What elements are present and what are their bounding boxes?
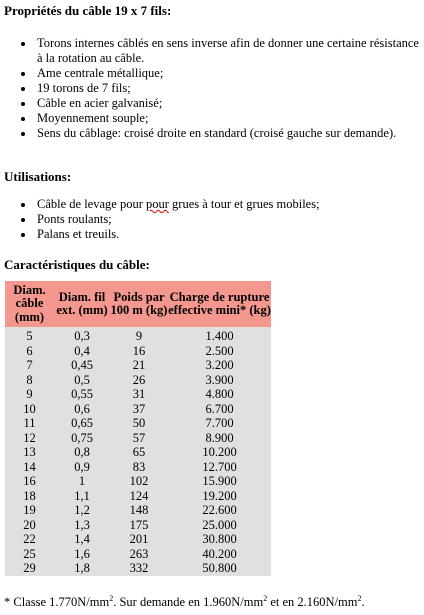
table-cell: 16 <box>110 344 168 359</box>
table-cell: 37 <box>110 402 168 417</box>
table-cell: 20 <box>5 518 54 533</box>
list-item: Ame centrale métallique; <box>0 66 424 81</box>
list-item: Ponts roulants; <box>0 212 324 227</box>
table-cell: 6.700 <box>168 402 271 417</box>
table-cell: 26 <box>110 373 168 388</box>
table-cell: 0,4 <box>54 344 110 359</box>
table-cell: 175 <box>110 518 168 533</box>
table-cell: 1,3 <box>54 518 110 533</box>
table-cell: 19 <box>5 503 54 518</box>
table-cell: 1 <box>54 474 110 489</box>
table-cell: 12.700 <box>168 460 271 475</box>
table-cell: 50 <box>110 416 168 431</box>
table-cell: 332 <box>110 561 168 576</box>
table-cell: 19.200 <box>168 489 271 504</box>
table-cell: 1.400 <box>168 327 271 344</box>
footnote-text: * Classe 1.770N/mm <box>4 595 110 609</box>
table-cell: 1,8 <box>54 561 110 576</box>
table-row <box>5 402 271 417</box>
table-cell: 10 <box>5 402 54 417</box>
column-header-wire-diameter: Diam. fil ext. (mm) <box>54 281 110 327</box>
table-cell: 83 <box>110 460 168 475</box>
table-row <box>5 561 271 576</box>
footnote-text: . <box>361 595 365 609</box>
table-row <box>5 373 271 388</box>
column-header-diameter: Diam. câble (mm) <box>5 281 54 327</box>
table-cell: 0,5 <box>54 373 110 388</box>
table-cell: 0,3 <box>54 327 110 344</box>
uses-item-text: Câble de levage pour <box>37 197 146 211</box>
table-cell: 30.800 <box>168 532 271 547</box>
table-cell: 8 <box>5 373 54 388</box>
table-cell: 1,6 <box>54 547 110 562</box>
table-cell: 0,9 <box>54 460 110 475</box>
uses-list <box>0 197 324 242</box>
uses-heading: Utilisations: <box>4 169 72 184</box>
table-cell: 57 <box>110 431 168 446</box>
table-row <box>5 431 271 446</box>
table-row <box>5 518 271 533</box>
list-item: Moyennement souple; <box>0 111 424 126</box>
table-cell: 12 <box>5 431 54 446</box>
table-cell: 1,2 <box>54 503 110 518</box>
table-cell: 65 <box>110 445 168 460</box>
list-item: Sens du câblage: croisé droite en standard (croisé gauche sur demande). <box>0 126 424 141</box>
table-cell: 7.700 <box>168 416 271 431</box>
table-row <box>5 489 271 504</box>
table-cell: 14 <box>5 460 54 475</box>
table-cell: 0,6 <box>54 402 110 417</box>
list-item: Câble en acier galvanisé; <box>0 96 424 111</box>
table-cell: 263 <box>110 547 168 562</box>
cable-specs-table <box>5 281 271 576</box>
table-row <box>5 416 271 431</box>
table-cell: 102 <box>110 474 168 489</box>
table-cell: 13 <box>5 445 54 460</box>
list-item: Palans et treuils. <box>0 227 324 242</box>
table-cell: 148 <box>110 503 168 518</box>
table-cell: 124 <box>110 489 168 504</box>
table-cell: 22.600 <box>168 503 271 518</box>
table-cell: 11 <box>5 416 54 431</box>
table-cell: 9 <box>5 387 54 402</box>
table-row <box>5 445 271 460</box>
table-cell: 9 <box>110 327 168 344</box>
list-item <box>0 197 324 212</box>
table-cell: 3.200 <box>168 358 271 373</box>
table-cell: 0,55 <box>54 387 110 402</box>
table-row <box>5 327 271 344</box>
table-cell: 0,8 <box>54 445 110 460</box>
properties-heading: Propriétés du câble 19 x 7 fils: <box>4 3 172 18</box>
footnote <box>4 595 365 610</box>
table-cell: 22 <box>5 532 54 547</box>
table-cell: 18 <box>5 489 54 504</box>
table-cell: 10.200 <box>168 445 271 460</box>
table-cell: 6 <box>5 344 54 359</box>
spelling-underline: pour <box>145 197 169 211</box>
table-cell: 21 <box>110 358 168 373</box>
table-row <box>5 503 271 518</box>
table-cell: 8.900 <box>168 431 271 446</box>
table-row <box>5 387 271 402</box>
table-cell: 1,1 <box>54 489 110 504</box>
table-cell: 29 <box>5 561 54 576</box>
table-row <box>5 358 271 373</box>
table-cell: 31 <box>110 387 168 402</box>
table-header-row <box>5 281 271 327</box>
table-cell: 0,45 <box>54 358 110 373</box>
table-cell: 5 <box>5 327 54 344</box>
table-row <box>5 460 271 475</box>
uses-item-text: grues à tour et grues mobiles; <box>168 197 320 211</box>
column-header-weight: Poids par 100 m (kg) <box>110 281 168 327</box>
table-row <box>5 474 271 489</box>
table-cell: 25 <box>5 547 54 562</box>
footnote-superscript: 2 <box>357 593 362 603</box>
table-cell: 0,75 <box>54 431 110 446</box>
table-cell: 15.900 <box>168 474 271 489</box>
table-row <box>5 532 271 547</box>
table-row <box>5 547 271 562</box>
table-cell: 50.800 <box>168 561 271 576</box>
table-cell: 201 <box>110 532 168 547</box>
list-item: 19 torons de 7 fils; <box>0 81 424 96</box>
table-cell: 25.000 <box>168 518 271 533</box>
column-header-breaking-load: Charge de rupture effective mini* (kg) <box>168 281 271 327</box>
footnote-superscript: 2 <box>263 593 268 603</box>
table-cell: 7 <box>5 358 54 373</box>
properties-list <box>0 36 424 141</box>
table-cell: 2.500 <box>168 344 271 359</box>
table-cell: 0,65 <box>54 416 110 431</box>
table-cell: 4.800 <box>168 387 271 402</box>
footnote-text: et en 2.160N/mm <box>267 595 358 609</box>
footnote-superscript: 2 <box>109 593 114 603</box>
specs-heading: Caractéristiques du câble: <box>4 257 150 272</box>
table-cell: 16 <box>5 474 54 489</box>
list-item: Torons internes câblés en sens inverse afin de donner une certaine résistance à la rotation au câble. <box>0 36 424 66</box>
table-cell: 40.200 <box>168 547 271 562</box>
footnote-text: . Sur demande en 1.960N/mm <box>113 595 264 609</box>
table-cell: 3.900 <box>168 373 271 388</box>
table-cell: 1,4 <box>54 532 110 547</box>
table-row <box>5 344 271 359</box>
